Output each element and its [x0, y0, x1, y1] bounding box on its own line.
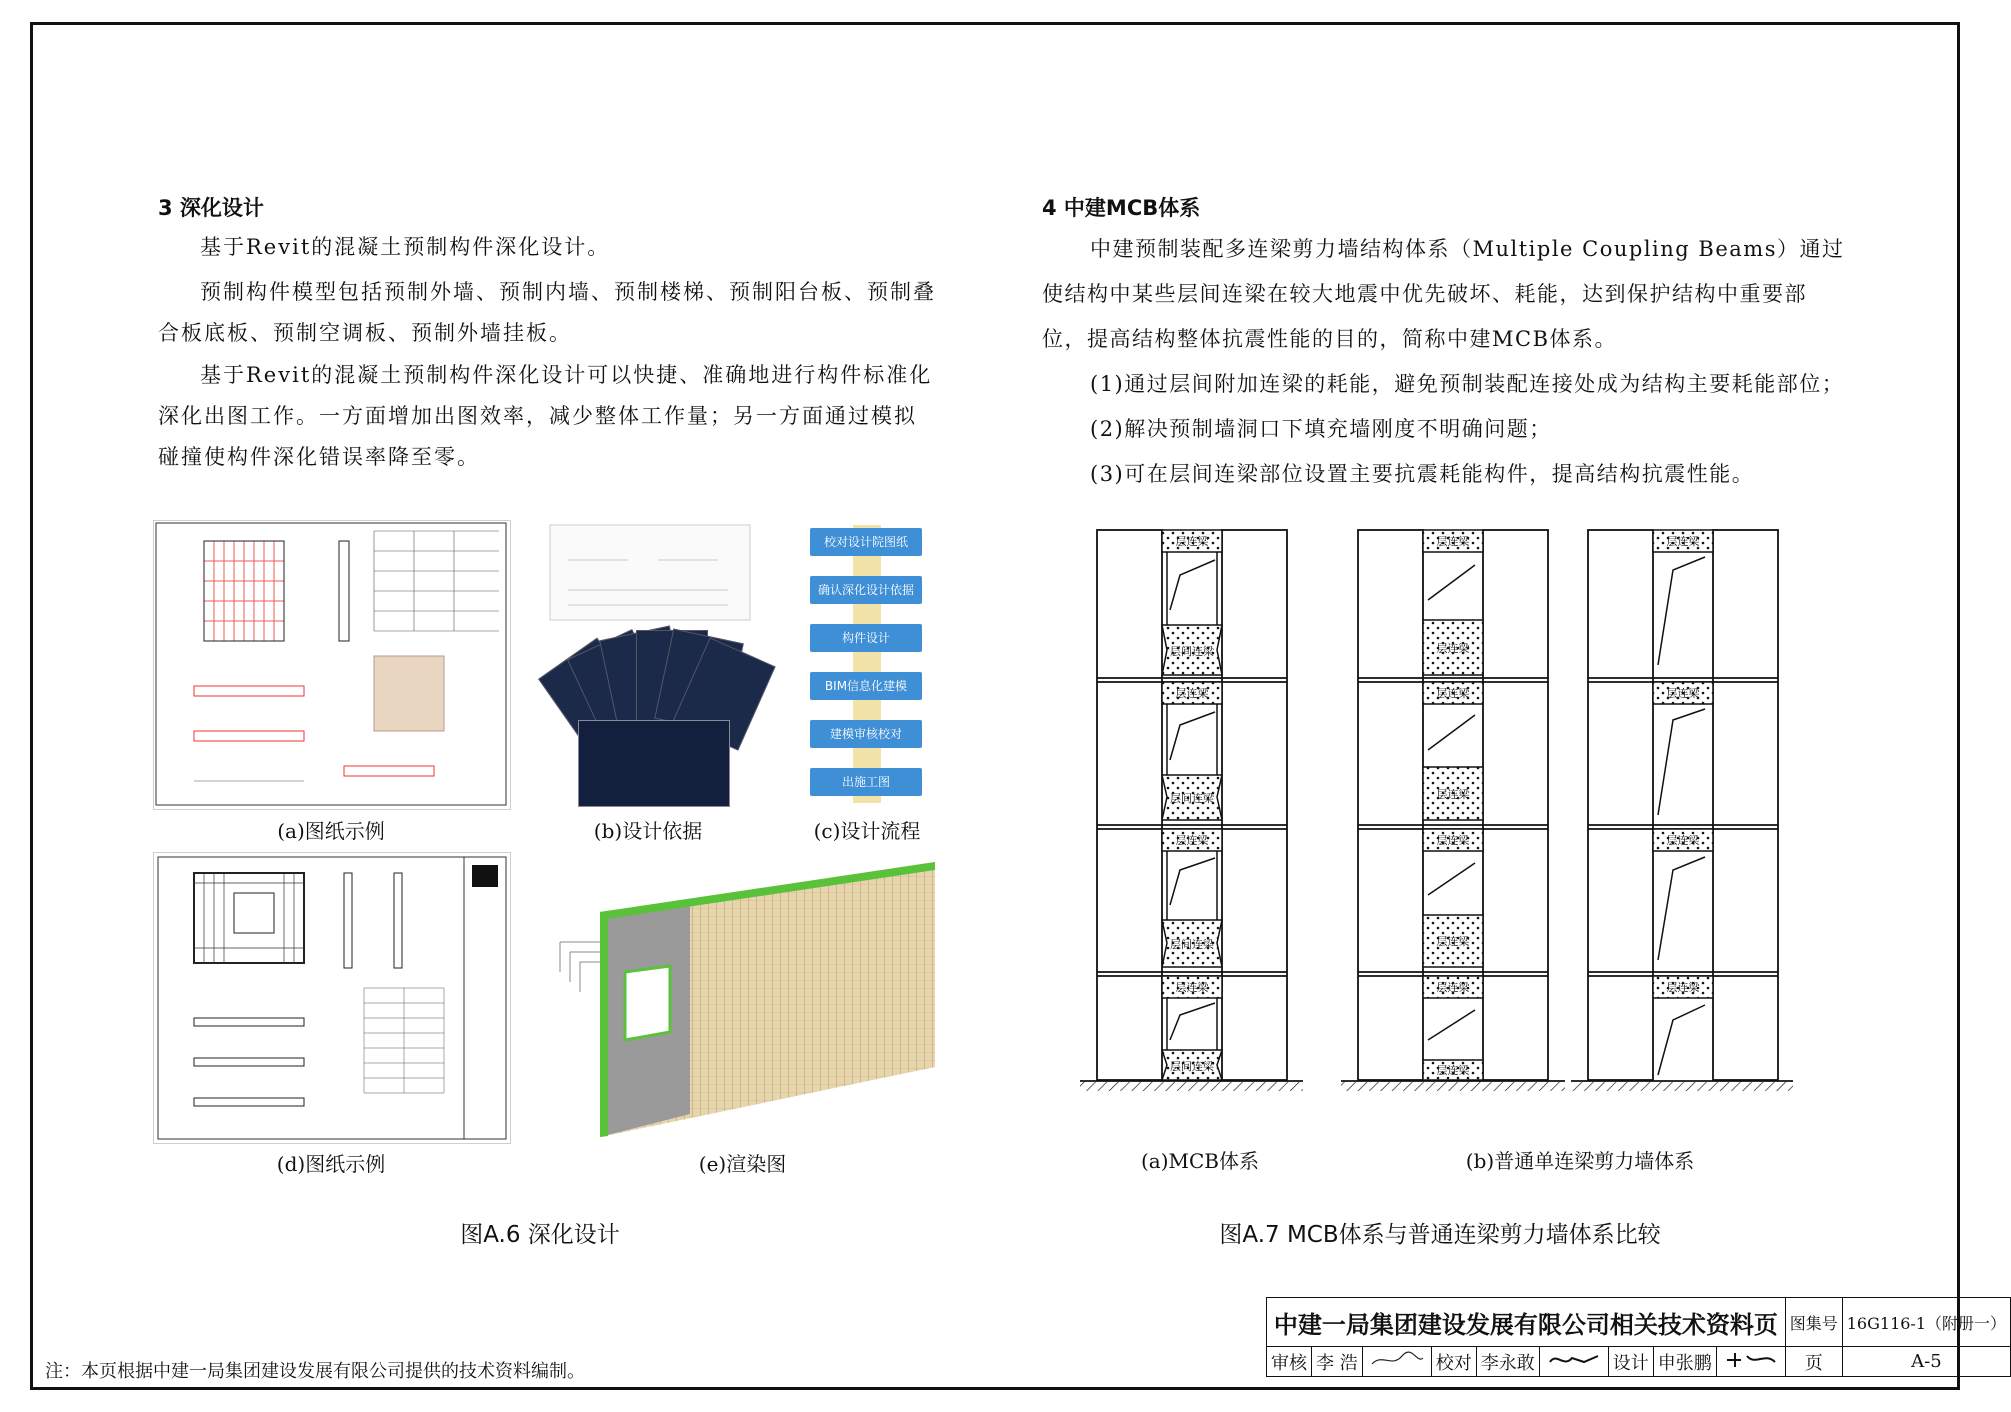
right-item-1: (1)通过层间附加连梁的耗能，避免预制装配连接处成为结构主要耗能部位；: [1090, 372, 1845, 396]
flow-step-1: 校对设计院图纸: [810, 528, 922, 556]
review-signature: [1362, 1347, 1431, 1377]
rendering-image: [540, 852, 945, 1142]
beam-label-floor: 层连梁: [1666, 834, 1700, 847]
caption-a: (a)图纸示例: [277, 819, 385, 843]
design-flow-chart: [798, 520, 936, 808]
check-label: 校对: [1431, 1347, 1476, 1377]
review-name: 李 浩: [1312, 1347, 1363, 1377]
beam-label-floor: 层连梁: [1436, 788, 1470, 801]
flow-step-6: 出施工图: [810, 768, 922, 796]
beam-label-floor: 层连梁: [1436, 834, 1470, 847]
design-label: 设计: [1608, 1347, 1653, 1377]
figure-title-a6: 图A.6 深化设计: [460, 1222, 620, 1248]
check-name: 李永敢: [1476, 1347, 1539, 1377]
check-signature: [1539, 1347, 1608, 1377]
company-title: 中建一局集团建设发展有限公司相关技术资料页: [1267, 1298, 1786, 1347]
left-paragraph-1: 基于Revit的混凝土预制构件深化设计。: [200, 235, 611, 259]
title-block: [1266, 1297, 2011, 1377]
book-cover-front: [578, 720, 730, 807]
review-label: 审核: [1267, 1347, 1312, 1377]
drawing-sheet-d: [154, 853, 510, 1143]
beam-label-inter: 层间连梁: [1170, 1060, 1214, 1073]
atlas-label: 图集号: [1785, 1298, 1842, 1347]
beam-label-floor: 层连梁: [1436, 642, 1470, 655]
wall-pier: [1483, 530, 1548, 1080]
beam-label-floor: 层连梁: [1436, 535, 1470, 548]
beam-label-floor: 层连梁: [1666, 981, 1700, 994]
left-paragraph-2: 预制构件模型包括预制外墙、预制内墙、预制楼梯、预制阳台板、预制叠合板底板、预制空调板、预制外墙挂板。: [158, 280, 936, 345]
drawing-example-a-image: [153, 520, 511, 810]
flow-step-3: 构件设计: [810, 624, 922, 652]
beam-label-inter: 层间连梁: [1170, 938, 1214, 951]
caption-mcb-b: (b)普通单连梁剪力墙体系: [1465, 1149, 1695, 1173]
section-heading-3: 3 深化设计: [158, 196, 264, 220]
caption-c: (c)设计流程: [813, 819, 921, 843]
wall-pier: [1222, 530, 1287, 1080]
signature-icon: [1367, 1348, 1427, 1370]
flow-step-5: 建模审核校对: [810, 720, 922, 748]
wall-rendering: [540, 852, 945, 1142]
beam-label-floor: 层连梁: [1175, 981, 1209, 994]
beam-label-floor: 层连梁: [1436, 981, 1470, 994]
beam-label-floor: 层连梁: [1666, 687, 1700, 700]
caption-b: (b)设计依据: [593, 819, 703, 843]
mcb-comparison-diagram: [1075, 525, 1795, 1135]
wall-pier: [1097, 530, 1162, 1080]
caption-mcb-a: (a)MCB体系: [1140, 1149, 1259, 1173]
right-paragraph-1: 中建预制装配多连梁剪力墙结构体系（Multiple Coupling Beams）通过使结构中某些层间连梁在较大地震中优先破坏、耗能，达到保护结构中重要部位，提高结构整体抗震性能的目的，简称中建MCB体系。: [1042, 237, 1845, 351]
right-item-3: (3)可在层间连梁部位设置主要抗震耗能构件，提高结构抗震性能。: [1090, 462, 1755, 486]
caption-e: (e)渲染图: [698, 1152, 787, 1176]
beam-label-floor: 层连梁: [1436, 687, 1470, 700]
signature-icon: [1544, 1348, 1604, 1370]
right-item-2: (2)解决预制墙洞口下填充墙刚度不明确问题；: [1090, 417, 1552, 441]
flow-step-2: 确认深化设计依据: [810, 576, 922, 604]
footnote: 注：本页根据中建一局集团建设发展有限公司提供的技术资料编制。: [45, 1361, 585, 1382]
figure-title-a7: 图A.7 MCB体系与普通连梁剪力墙体系比较: [1219, 1222, 1661, 1248]
beam-label-inter: 层间连梁: [1170, 792, 1214, 805]
beam-label-floor: 层连梁: [1175, 687, 1209, 700]
design-basis-image: [548, 520, 758, 808]
wall-pier: [1588, 530, 1653, 1080]
design-name: 申张鹏: [1653, 1347, 1716, 1377]
wall-pier: [1713, 530, 1778, 1080]
signature-icon: [1721, 1348, 1781, 1370]
atlas-value: 16G116-1（附册一）: [1842, 1298, 2010, 1347]
beam-label-floor: 层连梁: [1666, 535, 1700, 548]
beam-label-floor: 层连梁: [1175, 535, 1209, 548]
wall-pier: [1358, 530, 1423, 1080]
beam-label-floor: 层连梁: [1175, 834, 1209, 847]
caption-d: (d)图纸示例: [276, 1152, 386, 1176]
drawing-example-d-image: [153, 852, 511, 1144]
flow-step-4: BIM信息化建模: [810, 672, 922, 700]
beam-label-floor: 层连梁: [1436, 935, 1470, 948]
section-heading-4: 4 中建MCB体系: [1042, 196, 1201, 220]
beam-label-inter: 层间连梁: [1170, 645, 1214, 658]
page-label: 页: [1785, 1347, 1842, 1377]
flow-arrow-shaft: [853, 525, 881, 803]
beam-label-floor: 层连梁: [1436, 1064, 1470, 1077]
design-signature: [1716, 1347, 1785, 1377]
drawing-sheet-a: [154, 521, 510, 809]
left-paragraph-3: 基于Revit的混凝土预制构件深化设计可以快捷、准确地进行构件标准化深化出图工作。一方面增加出图效率，减少整体工作量；另一方面通过模拟碰撞使构件深化错误率降至零。: [158, 363, 933, 469]
page-value: A-5: [1842, 1347, 2010, 1377]
